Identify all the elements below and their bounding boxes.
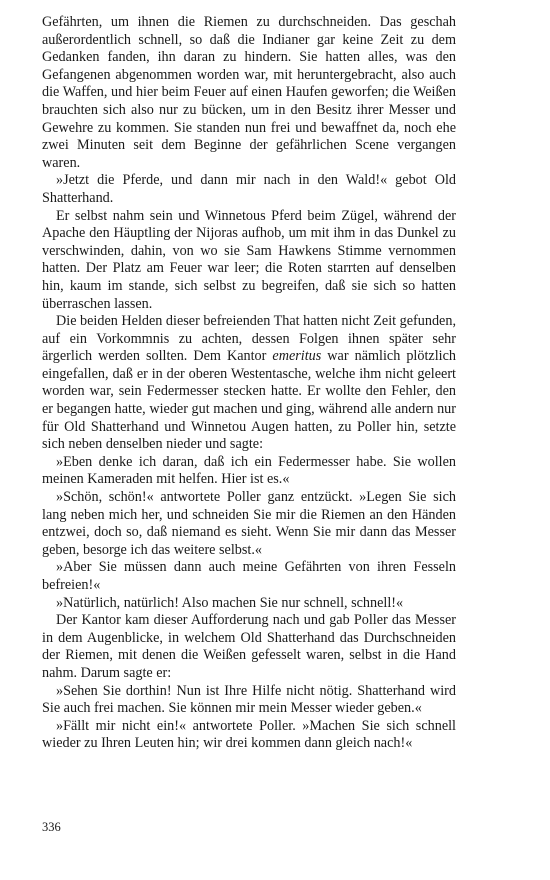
paragraph-6: »Schön, schön!« antwortete Poller ganz entzückt. »Legen Sie sich lang neben mich her, und schneiden Sie mir die Riemen an den Händen entzwei, doch so, daß niemand es sieht. Wenn Sie mir dann das Messer geben, besorge ich das weitere selbst.« bbox=[42, 489, 456, 558]
emeritus-italic: emeritus bbox=[272, 348, 322, 365]
paragraph-2: »Jetzt die Pferde, und dann mir nach in den Wald!« gebot Old Shatterhand. bbox=[42, 172, 456, 206]
paragraph-9: Der Kantor kam dieser Aufforderung nach und gab Poller das Messer in dem Augenblicke, in welchem Old Shatterhand das Durchschneiden der Riemen, mit denen die Weißen gefesselt waren, selbst in die Hand nahm. Darum sagte er: bbox=[42, 612, 456, 681]
paragraph-1: Gefährten, um ihnen die Riemen zu durchschneiden. Das geschah außerordentlich schnell, so daß die Indianer gar keine Zeit zu dem Gedanken fanden, ihn daran zu hindern. Sie hatten alles, was den Gefangenen abgenommen worden war, mit heruntergebracht, also auch die Waffen, und hier beim Feuer auf einen Haufen geworfen; die Weißen brauchten sich also nur zu bücken, um in den Besitz ihrer Messer und Gewehre zu kommen. Sie standen nun frei und bewaffnet da, noch ehe zwei Minuten seit dem Beginne der gefährlichen Scene vergangen waren. bbox=[42, 14, 456, 171]
paragraph-4 bbox=[42, 313, 456, 454]
paragraph-7: »Aber Sie müssen dann auch meine Gefährten von ihren Fesseln befreien!« bbox=[42, 559, 456, 593]
book-page-text bbox=[42, 14, 456, 753]
paragraph-3: Er selbst nahm sein und Winnetous Pferd beim Zügel, während der Apache den Häuptling der Nijoras aufhob, um mit ihm in das Dunkel zu verschwinden, dahin, von wo sie Sam Hawkens Stimme vernommen hatten. Der Platz am Feuer war leer; die Roten starrten auf denselben hin, kaum im stande, sich selbst zu begreifen, daß sie sich so hatten überraschen lassen. bbox=[42, 207, 456, 312]
paragraph-5: »Eben denke ich daran, daß ich ein Federmesser habe. Sie wollen meinen Kameraden mit helfen. Hier ist es.« bbox=[42, 453, 456, 488]
paragraph-11: »Fällt mir nicht ein!« antwortete Poller. »Machen Sie sich schnell wieder zu Ihren Leuten hin; wir drei kommen dann gleich nach!« bbox=[42, 717, 456, 752]
page-number: 336 bbox=[42, 820, 61, 834]
paragraph-8: »Natürlich, natürlich! Also machen Sie nur schnell, schnell!« bbox=[56, 594, 404, 611]
paragraph-4-rest: war nämlich plötzlich eingefallen, daß er in der oberen Westentasche, welche ihm nicht geleert worden war, sein Federmesser stecken hatte. Er wollte den Fehler, den er begangen hatte, wieder gut machen und ging, während alle andern nur für Old Shatterhand und Winnetou Augen hatten, zu Poller hin, setzte sich neben denselben nieder und sagte: bbox=[42, 348, 456, 453]
paragraph-4-start: Die beiden Helden dieser befreienden That hatten nicht Zeit gefunden, auf ein Vorkommnis zu achten, dessen Folgen ihnen später sehr ärgerlich werden sollten. Dem Kantor bbox=[42, 313, 456, 365]
paragraph-10: »Sehen Sie dorthin! Nun ist Ihre Hilfe nicht nötig. Shatterhand wird Sie auch frei machen. Sie können mir mein Messer wieder geben.« bbox=[42, 682, 456, 717]
